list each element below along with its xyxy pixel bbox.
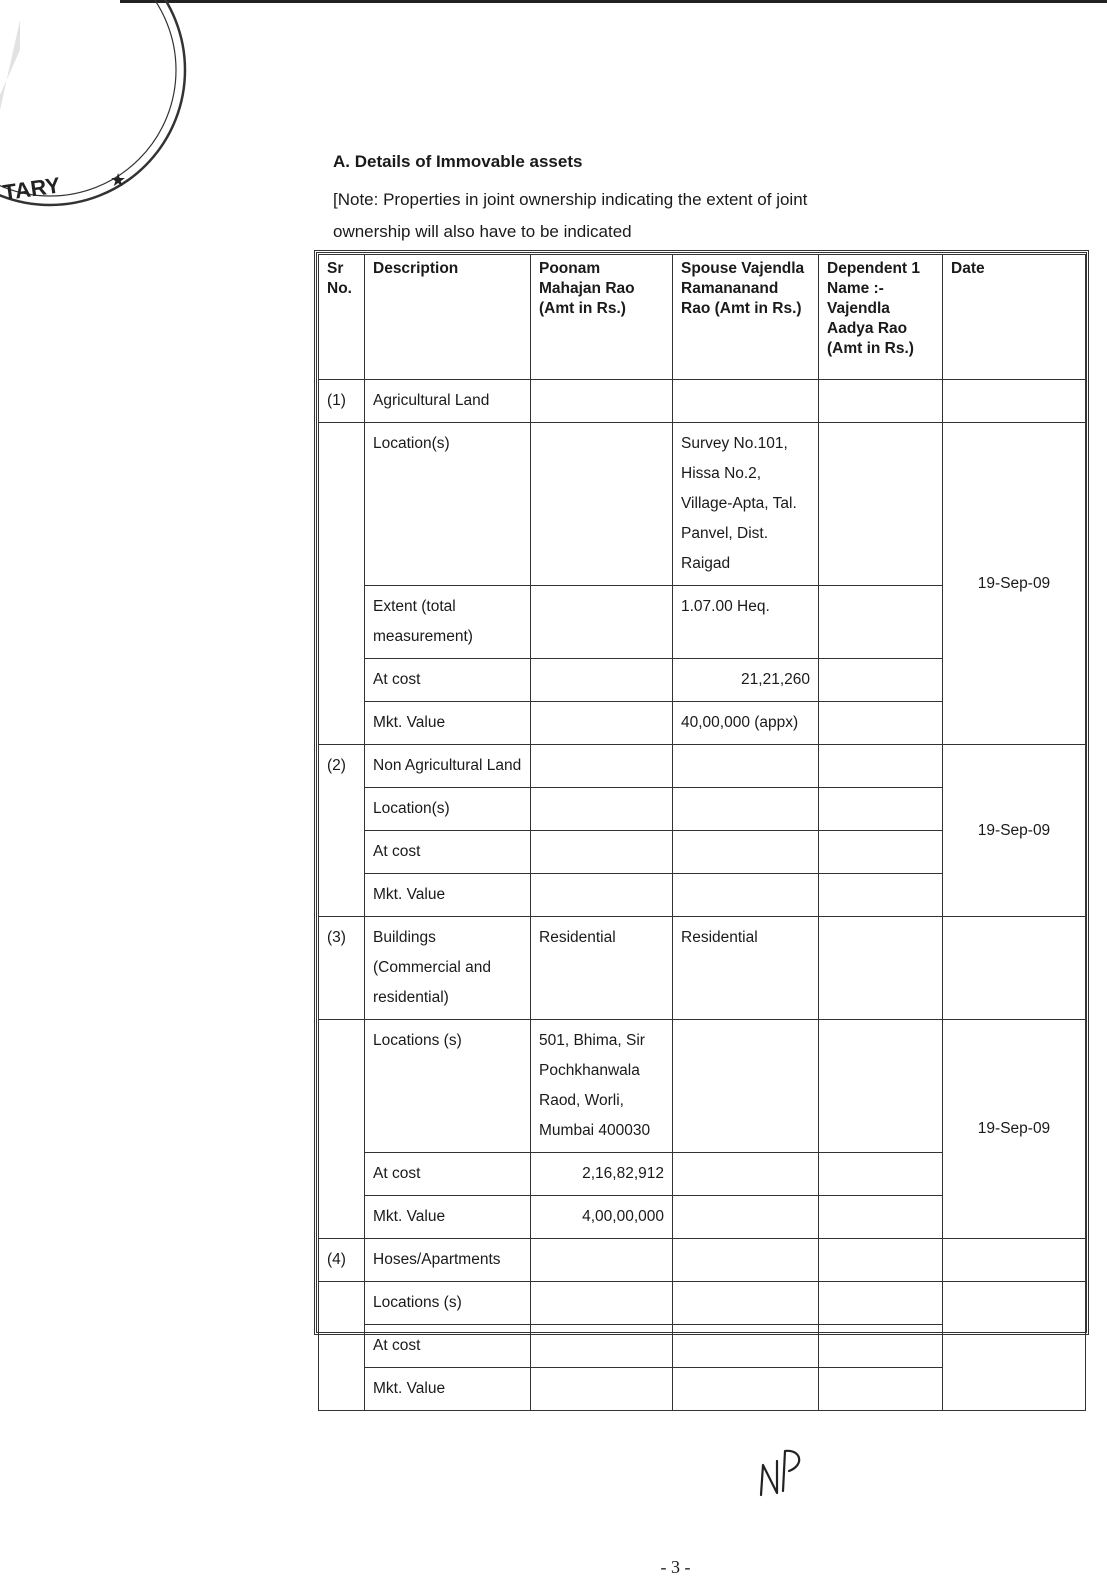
description-cell: Mkt. Value [365, 874, 531, 917]
date-cell: 19-Sep-09 [943, 1020, 1086, 1239]
description-cell: Mkt. Value [365, 1196, 531, 1239]
header-row [319, 255, 1086, 380]
description-cell: Non Agricultural Land [365, 745, 531, 788]
header-poonam: Poonam Mahajan Rao (Amt in Rs.) [531, 255, 673, 380]
table-row [319, 1282, 1086, 1325]
table-row [319, 423, 1086, 586]
description-cell: Locations (s) [365, 1282, 531, 1325]
sr-no: (1) [319, 380, 365, 423]
immovable-assets-table [318, 254, 1086, 1411]
description-cell: At cost [365, 1153, 531, 1196]
description-cell: At cost [365, 831, 531, 874]
description-cell: Extent (total measurement) [365, 586, 531, 659]
header-spouse: Spouse Vajendla Ramananand Rao (Amt in Rs.) [673, 255, 819, 380]
section-heading: A. Details of Immovable assets [333, 152, 583, 171]
spouse-location: Survey No.101, Hissa No.2, Village-Apta, Tal. Panvel, Dist. Raigad [673, 423, 819, 586]
poonam-location: 501, Bhima, Sir Pochkhanwala Raod, Worli, Mumbai 400030 [531, 1020, 673, 1153]
description-cell: Agricultural Land [365, 380, 531, 423]
description-cell: Mkt. Value [365, 1368, 531, 1411]
svg-text:★: ★ [110, 170, 127, 190]
description-cell: Mkt. Value [365, 702, 531, 745]
description-cell: At cost [365, 659, 531, 702]
poonam-cost: 2,16,82,912 [531, 1153, 673, 1196]
description-cell: Hoses/Apartments [365, 1239, 531, 1282]
description-cell: At cost [365, 1325, 531, 1368]
notary-seal-stamp [0, 0, 200, 230]
sr-no: (4) [319, 1239, 365, 1282]
seal-text: TARY [1, 172, 62, 206]
header-dependent: Dependent 1 Name :- Vajendla Aadya Rao (Amt in Rs.) [819, 255, 943, 380]
handwritten-initials-signature [755, 1445, 815, 1505]
poonam-mkt-value: 4,00,00,000 [531, 1196, 673, 1239]
description-cell: Locations (s) [365, 1020, 531, 1153]
description-cell: Location(s) [365, 788, 531, 831]
spouse-type: Residential [673, 917, 819, 1020]
note-line-2: ownership will also have to be indicated [333, 222, 632, 241]
table-row [319, 380, 1086, 423]
page-top-border [120, 0, 1107, 3]
table-row [319, 917, 1086, 1020]
table-row [319, 745, 1086, 788]
header-date: Date [943, 255, 1086, 380]
table-row [319, 1239, 1086, 1282]
description-cell: Buildings (Commercial and residential) [365, 917, 531, 1020]
table-row [319, 1020, 1086, 1153]
sr-no: (2) [319, 745, 365, 917]
date-cell: 19-Sep-09 [943, 423, 1086, 745]
header-description: Description [365, 255, 531, 380]
note-line-1: [Note: Properties in joint ownership indicating the extent of joint [333, 190, 808, 209]
spouse-extent: 1.07.00 Heq. [673, 586, 819, 659]
poonam-type: Residential [531, 917, 673, 1020]
spouse-cost: 21,21,260 [673, 659, 819, 702]
description-cell: Location(s) [365, 423, 531, 586]
header-sr-no: Sr No. [319, 255, 365, 380]
page-number: - 3 - [660, 1557, 691, 1577]
spouse-mkt-value: 40,00,000 (appx) [673, 702, 819, 745]
sr-no: (3) [319, 917, 365, 1020]
date-cell: 19-Sep-09 [943, 745, 1086, 917]
